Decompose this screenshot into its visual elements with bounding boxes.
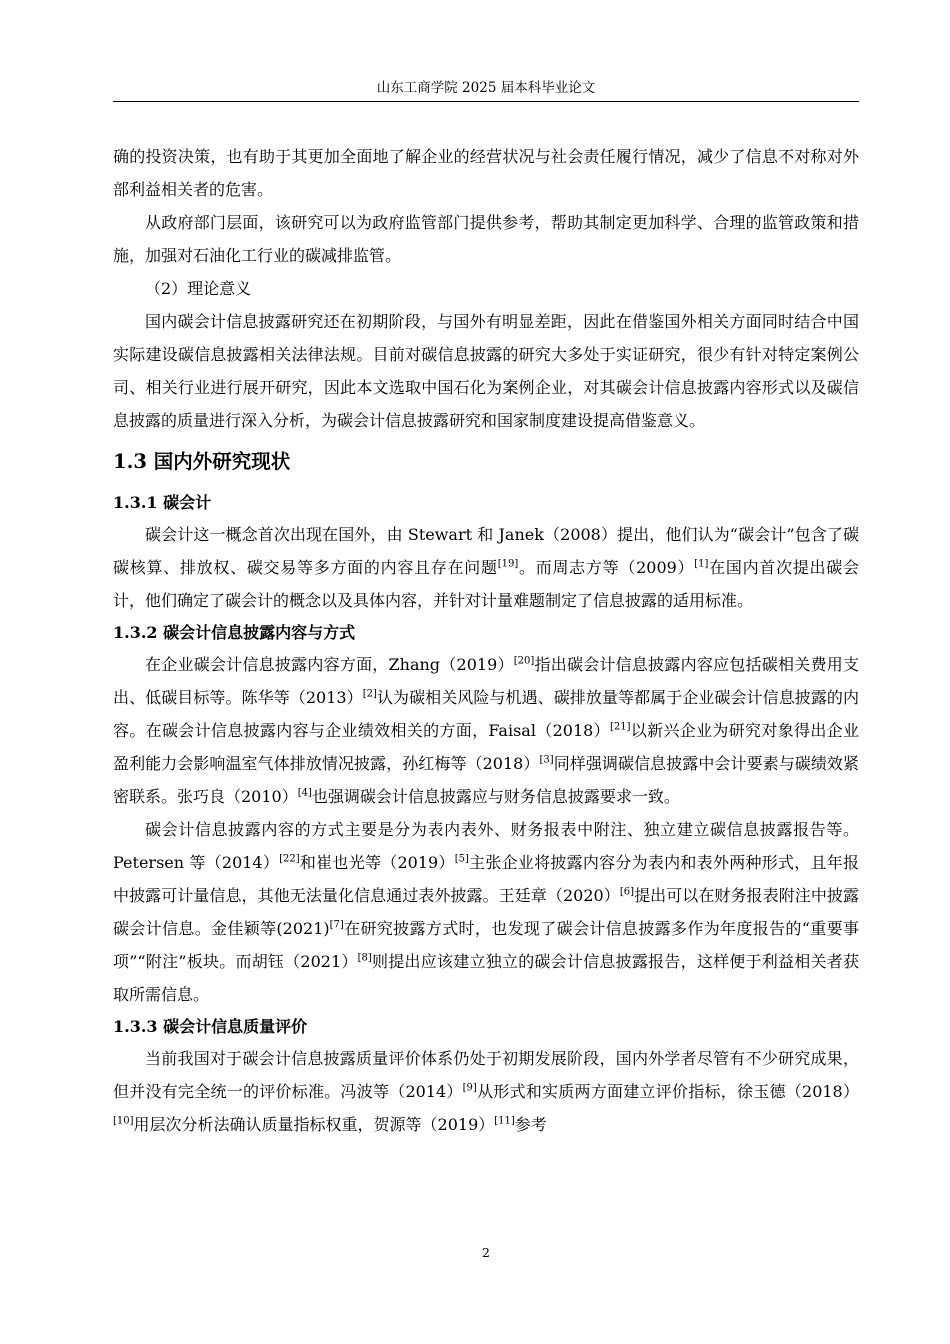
page-number: 2 xyxy=(482,1245,490,1260)
section-heading-1-3: 1.3 国内外研究现状 xyxy=(113,450,291,473)
citation[interactable]: [20] xyxy=(513,655,535,667)
header-rule xyxy=(113,101,859,102)
citation[interactable]: [9] xyxy=(462,1082,477,1094)
section-heading-1-3-3: 1.3.3 碳会计信息质量评价 xyxy=(113,1017,308,1036)
citation[interactable]: [11] xyxy=(494,1115,515,1127)
paragraph: 国内碳会计信息披露研究还在初期阶段，与国外有明显差距，因此在借鉴国外相关方面同时结合中国实际建设碳信息披露相关法律法规。目前对碳信息披露的研究大多处于实证研究，很少有针对特定案例公司、相关行业进行展开研究，因此本文选取中国石化为案例企业，对其碳会计信息披露内容形式以及碳信息披露的质量进行深入分析，为碳会计信息披露研究和国家制度建设提高借鉴意义。 xyxy=(113,312,859,430)
citation[interactable]: [10] xyxy=(113,1115,134,1127)
citation[interactable]: [21] xyxy=(609,721,631,733)
subheading-theoretical-significance: （2）理论意义 xyxy=(145,279,252,298)
citation[interactable]: [6] xyxy=(619,886,634,898)
section-heading-1-3-2: 1.3.2 碳会计信息披露内容与方式 xyxy=(113,623,356,642)
citation[interactable]: [19] xyxy=(497,558,519,570)
paragraph: 确的投资决策，也有助于其更加全面地了解企业的经营状况与社会责任履行情况，减少了信息不对称对外部利益相关者的危害。 xyxy=(113,147,859,199)
citation[interactable]: [22] xyxy=(279,853,300,865)
citation[interactable]: [2] xyxy=(362,688,377,700)
citation[interactable]: [1] xyxy=(694,558,709,570)
citation[interactable]: [7] xyxy=(329,919,344,931)
citation[interactable]: [5] xyxy=(454,853,469,865)
page-header: 山东工商学院 2025 届本科毕业论文 xyxy=(376,80,596,96)
paragraph: 在企业碳会计信息披露内容方面，Zhang（2019）[20]指出碳会计信息披露内容应包括碳相关费用支出、低碳目标等。陈华等（2013）[2]认为碳相关风险与机遇、碳排放量等都属于企业碳会计信息披露的内容。在碳会计信息披露内容与企业绩效相关的方面，Faisal（2018）[21]以新兴企业为研究对象得出企业盈利能力会影响温室气体排放情况披露，孙红梅等（2018）[3]同样强调碳信息披露中会计要素与碳绩效紧密联系。张巧良（2010）[4]也强调碳会计信息披露应与财务信息披露要求一致。 xyxy=(113,655,859,806)
paragraph: 当前我国对于碳会计信息披露质量评价体系仍处于初期发展阶段，国内外学者尽管有不少研究成果，但并没有完全统一的评价标准。冯波等（2014）[9]从形式和实质两方面建立评价指标，徐玉德（2018）[10]用层次分析法确认质量指标权重，贺源等（2019）[11]参考 xyxy=(113,1049,859,1134)
paragraph: 碳会计这一概念首次出现在国外，由 Stewart 和 Janek（2008）提出，他们认为“碳会计”包含了碳碳核算、排放权、碳交易等多方面的内容且存在问题[19]。而周志方等（2009）[1]在国内首次提出碳会计，他们确定了碳会计的概念以及具体内容，并针对计量难题制定了信息披露的适用标准。 xyxy=(113,525,859,610)
section-heading-1-3-1: 1.3.1 碳会计 xyxy=(113,493,212,512)
page-body xyxy=(113,140,859,1141)
citation[interactable]: [3] xyxy=(539,754,554,766)
citation[interactable]: [4] xyxy=(297,787,312,799)
citation[interactable]: [8] xyxy=(357,952,372,964)
paragraph: 碳会计信息披露内容的方式主要是分为表内表外、财务报表中附注、独立建立碳信息披露报告等。Petersen 等（2014）[22]和崔也光等（2019）[5]主张企业将披露内容分为表内和表外两种形式，且年报中披露可计量信息，其他无法量化信息通过表外披露。王廷章（2020）[6]提出可以在财务报表附注中披露碳会计信息。金佳颖等(2021)[7]在研究披露方式时，也发现了碳会计信息披露多作为年度报告的“重要事项”“附注”板块。而胡钰（2021）[8]则提出应该建立独立的碳会计信息披露报告，这样便于利益相关者获取所需信息。 xyxy=(113,820,859,1004)
paragraph: 从政府部门层面，该研究可以为政府监管部门提供参考，帮助其制定更加科学、合理的监管政策和措施，加强对石油化工行业的碳减排监管。 xyxy=(113,213,859,265)
